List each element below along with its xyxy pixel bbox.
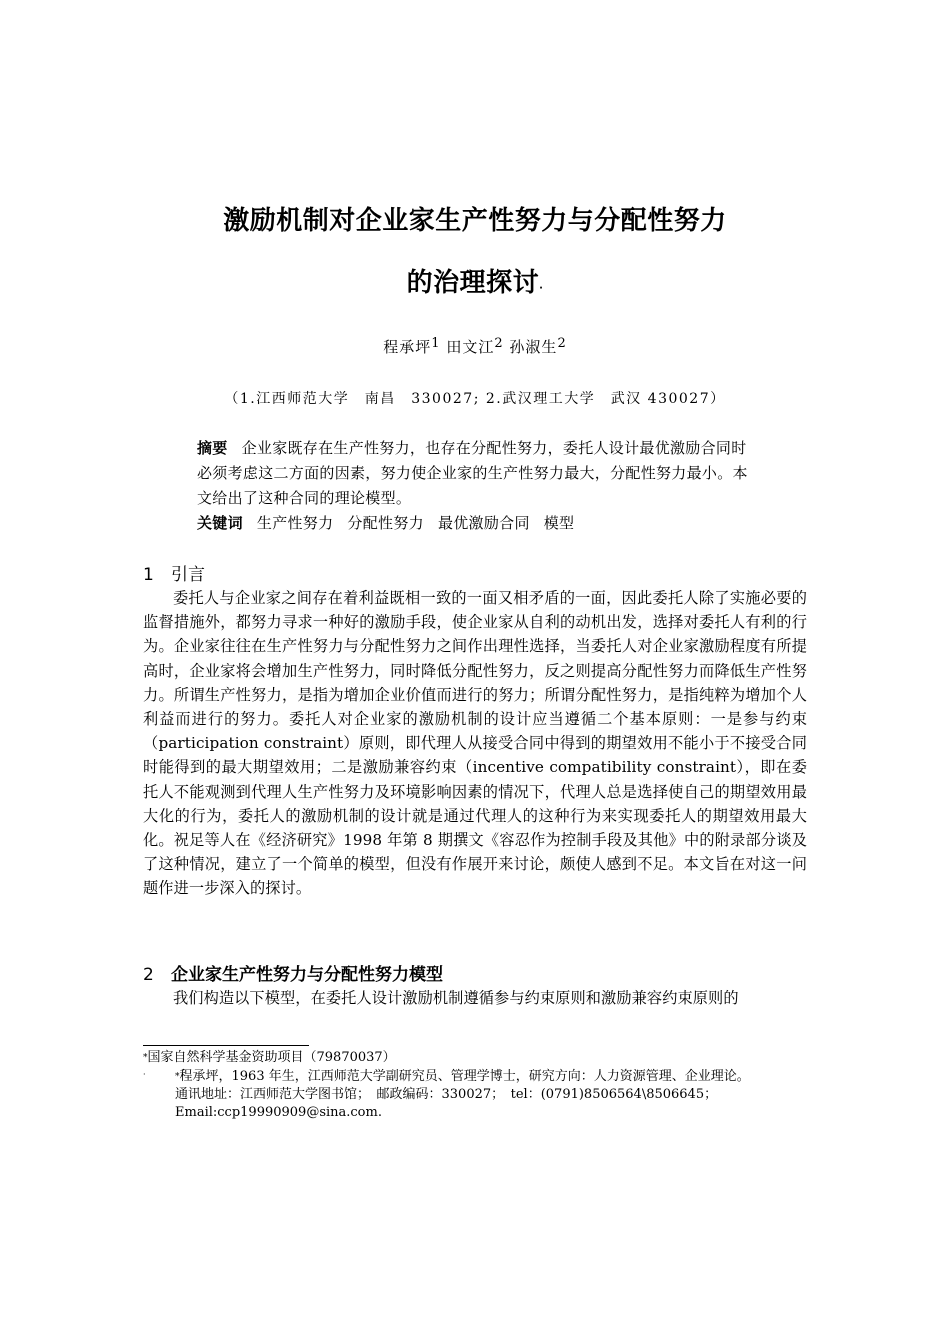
footnote-1-text: 国家自然科学基金资助项目（79870037） <box>147 1050 396 1065</box>
keyword-3: 最优激励合同 <box>437 514 530 532</box>
section-2-body: 我们构造以下模型，在委托人设计激励机制遵循参与约束原则和激励兼容约束原则的 <box>173 989 739 1007</box>
author-3-affil: 2 <box>557 336 567 351</box>
keywords <box>197 511 757 536</box>
title-footnote-marker: · <box>539 283 544 294</box>
footnote-2 <box>175 1068 815 1122</box>
author-2-affil: 2 <box>494 336 504 351</box>
abstract-block <box>197 436 757 536</box>
keywords-label: 关键词 <box>197 514 243 532</box>
section-2-number: 2 <box>143 965 154 985</box>
footnote-2-marker: * <box>175 1072 180 1082</box>
keyword-4: 模型 <box>543 514 575 532</box>
affiliation: （1.江西师范大学 南昌 330027; 2.武汉理工大学 武汉 430027） <box>224 391 726 407</box>
abstract-text: 企业家既存在生产性努力，也存在分配性努力，委托人设计最优激励合同时必须考虑这二方面的因素，努力使企业家的生产性努力最大，分配性努力最小。本文给出了这种合同的理论模型。 <box>197 439 748 507</box>
abstract <box>197 436 757 511</box>
section-1-body: 委托人与企业家之间存在着利益既相一致的一面又相矛盾的一面，因此委托人除了实施必要的监督措施外，都努力寻求一种好的激励手段，使企业家从自利的动机出发，选择对委托人有利的行为。企业家往往在生产性努力与分配性努力之间作出理性选择，当委托人对企业家激励程度有所提高时，企业家将会增加生产性努力，同时降低分配性努力，反之则提高分配性努力而降低生产性努力。所谓生产性努力，是指为增加企业价值而进行的努力；所谓分配性努力，是指纯粹为增加个人利益而进行的努力。委托人对企业家的激励机制的设计应当遵循二个基本原则：一是参与约束（participation constraint）原则，即代理人从接受合同中得到的期望效用不能小于不接受合同时能得到的最大期望效用；二是激励兼容约束（incentive compatibility constraint），即在委托人不能观测到代理人生产性努力及环境影响因素的情况下，代理人总是选择使自己的期望效用最大化的行为，委托人的激励机制的设计就是通过代理人的这种行为来实现委托人的期望效用最大化。祝足等人在《经济研究》1998 年第 8 期撰文《容忍作为控制手段及其他》中的附录部分谈及了这种情况，建立了一个简单的模型，但没有作展开来讨论，颇使人感到不足。本文旨在对这一问题作进一步深入的探讨。 <box>143 589 807 898</box>
section-2-heading <box>143 960 443 985</box>
footnote-rule <box>143 1045 309 1046</box>
footnote-2-line-3: Email:ccp19990909@sina.com. <box>175 1105 382 1120</box>
abstract-label: 摘要 <box>197 439 228 457</box>
author-1: 程承坪 <box>383 338 432 356</box>
author-1-affil: 1 <box>431 336 441 351</box>
section-1-number: 1 <box>143 565 154 585</box>
footnote-2-line-1 <box>175 1068 815 1086</box>
footnote-2-line-1-text: 程承坪，1963 年生，江西师范大学副研究员、管理学博士，研究方向：人力资源管理、企业理论。 <box>179 1069 750 1084</box>
keyword-1: 生产性努力 <box>256 514 334 532</box>
footnote-1-marker: * <box>143 1053 148 1063</box>
footnote-1 <box>143 1049 396 1067</box>
keyword-2: 分配性努力 <box>347 514 424 532</box>
footnote-2-line-2: 通讯地址：江西师范大学图书馆； 邮政编码：330027； tel：(0791)8506564\8506645； <box>175 1087 718 1102</box>
title-line-1: 激励机制对企业家生产性努力与分配性努力 <box>223 206 727 236</box>
author-3: 孙淑生 <box>509 338 558 356</box>
title-line-2 <box>0 262 950 299</box>
author-2: 田文江 <box>446 338 495 356</box>
author-list <box>0 336 950 357</box>
section-1-heading <box>143 560 205 585</box>
footnote-2-dot: · <box>143 1070 146 1079</box>
section-1-title: 引言 <box>171 565 205 585</box>
title-line-2-text: 的治理探讨 <box>406 268 540 298</box>
section-2-title: 企业家生产性努力与分配性努力模型 <box>171 965 443 985</box>
